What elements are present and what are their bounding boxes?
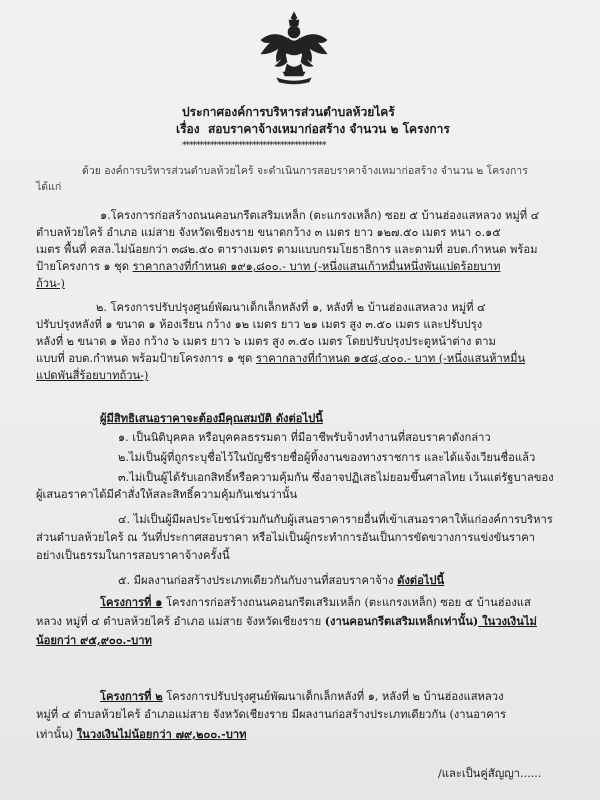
work2-line-1 xyxy=(100,688,600,705)
project1-line-2: ตำบลห้วยไคร้ อำเภอ แม่สาย จังหวัดเชียงราย ขนาดกว้าง ๓ เมตร ยาว ๑๒๗.๕๐ เมตร หนา ๐.๑๕ xyxy=(36,226,501,239)
notice-title: ประกาศองค์การบริหารส่วนตำบลห้วยไคร้ xyxy=(182,105,395,119)
subject-label: เรื่อง xyxy=(176,122,200,136)
project1-line-1: ๑.โครงการก่อสร้างถนนคอนกรีตเสริมเหล็ก (ตะแกรงเหล็ก) ซอย ๕ บ้านฮ่องแสหลวง หมู่ที่ ๔ xyxy=(100,209,540,222)
project2-price: ราคากลางที่กำหนด ๑๕๘,๔๐๐.- บาท (-หนึ่งแสนห้าหมื่น xyxy=(255,352,526,365)
qualification-5 xyxy=(118,572,600,589)
subject-text: สอบราคาจ้างเหมาก่อสร้าง จำนวน ๒ โครงการ xyxy=(207,122,450,136)
work2-line-2: หมู่ที่ ๔ ตำบลห้วยไคร้ อำเภอแม่สาย จังหวัดเชียงราย มีผลงานก่อสร้างประเภทเดียวกัน (งานอาคาร xyxy=(36,708,506,721)
project1-price: ราคากลางที่กำหนด ๑๙๑,๘๐๐.- บาท (-หนึ่งแสนเก้าหมื่นหนึ่งพันแปดร้อยบาท xyxy=(132,260,501,273)
qualification-3-line-2: ผู้เสนอราคาได้มีคำสั่งให้สละสิทธิ์ความคุ้มกันเช่นว่านั้น xyxy=(36,488,298,501)
qualification-5-emphasis: ดังต่อไปนี้ xyxy=(397,573,445,587)
garuda-emblem-icon xyxy=(255,8,333,88)
project2-line-2: ปรับปรุงหลังที่ ๑ ขนาด ๑ ห้องเรียน กว้าง ๑๒ เมตร ยาว ๒๑ เมตร สูง ๓.๕๐ เมตร และปรับปรุง xyxy=(36,318,483,331)
project2-line-4 xyxy=(36,351,600,367)
work1-line-2 xyxy=(36,613,600,630)
qualification-4-line-1: ๔. ไม่เป็นผู้มีผลประโยชน์ร่วมกันกับผู้เสนอราคารายอื่นที่เข้าเสนอราคาให้แก่องค์การบริหาร xyxy=(118,513,553,526)
work1-label: โครงการที่ ๑ xyxy=(100,595,163,609)
work1-line-1 xyxy=(100,594,600,611)
qualification-4-line-2: ส่วนตำบลห้วยไคร้ ณ วันที่ประกาศสอบราคา หรือไม่เป็นผู้กระทำการอันเป็นการขัดขวางการแข่งขันราคา xyxy=(36,531,536,544)
project1-line-4 xyxy=(36,259,600,275)
work1-location: หลวง หมู่ที่ ๔ ตำบลห้วยไคร้ อำเภอ แม่สาย จังหวัดเชียงราย xyxy=(36,615,325,628)
work1-scope: (งานคอนกรีตเสริมเหล็กเท่านั้น) xyxy=(324,614,479,628)
project2-line-1: ๒. โครงการปรับปรุงศูนย์พัฒนาเด็กเล็กหลังที่ ๑, หลังที่ ๒ บ้านฮ่องแสหลวง หมู่ที่ ๔ xyxy=(96,301,486,314)
work1-budget: น้อยกว่า ๙๕,๙๐๐.-บาท xyxy=(36,633,152,647)
project1-sign: ป้ายโครงการ ๑ ชุด xyxy=(36,260,133,273)
qualifications-heading: ผู้มีสิทธิเสนอราคาจะต้องมีคุณสมบัติ ดังต่อไปนี้ xyxy=(100,411,323,425)
work2-label: โครงการที่ ๒ xyxy=(100,689,163,703)
project1-line-3: เมตร พื้นที่ คสล.ไม่น้อยกว่า ๓๘๒.๕๐ ตารางเมตร ตามแบบกรมโยธาธิการ และตามที่ อบต.กำหนด พร้อม xyxy=(36,243,538,256)
work1-budget-start: ในวงเงินไม่ xyxy=(478,614,537,628)
intro-line-1: ด้วย องค์การบริหารส่วนตำบลห้วยไคร้ จะดำเนินการสอบราคาจ้างเหมาก่อสร้าง จำนวน ๒ โครงการ xyxy=(82,165,528,177)
title-divider: ***************************************** xyxy=(182,141,326,151)
continuation-note: /และเป็นคู่สัญญา...... xyxy=(438,767,542,780)
project2-line-3: หลังที่ ๒ ขนาด ๑ ห้อง กว้าง ๖ เมตร ยาว ๖ เมตร สูง ๓.๕๐ เมตร โดยปรับปรุงประตูหน้าต่าง ตาม xyxy=(36,335,496,348)
notice-subject xyxy=(176,121,600,137)
work2-scope: เท่านั้น) xyxy=(36,728,77,741)
qualification-5-text: ๕. มีผลงานก่อสร้างประเภทเดียวกันกับงานที่สอบราคาจ้าง xyxy=(118,574,398,587)
work2-budget: ในวงเงินไม่น้อยกว่า ๗๙,๒๐๐.-บาท xyxy=(76,727,247,741)
work2-desc: โครงการปรับปรุงศูนย์พัฒนาเด็กเล็กหลังที่ ๑, หลังที่ ๒ บ้านฮ่องแสหลวง xyxy=(162,690,504,703)
work1-desc: โครงการก่อสร้างถนนคอนกรีตเสริมเหล็ก (ตะแกรงเหล็ก) ซอย ๕ บ้านฮ่องแส xyxy=(162,596,531,609)
project2-sign: แบบที่ อบต.กำหนด พร้อมป้ายโครงการ ๑ ชุด xyxy=(36,352,256,365)
qualification-2: ๒.ไม่เป็นผู้ที่ถูกระบุชื่อไว้ในบัญชีรายชื่อผู้ทิ้งงานของทางราชการ และได้แจ้งเวียนชื่อแล้ว xyxy=(118,451,536,464)
project2-line-5: แปดพันสี่ร้อยบาทถ้วน-) xyxy=(36,369,149,382)
qualification-3-line-1: ๓.ไม่เป็นผู้ได้รับเอกสิทธิ์หรือความคุ้มกัน ซึ่งอาจปฏิเสธไม่ยอมขึ้นศาลไทย เว้นแต่รัฐบาลของ xyxy=(118,471,554,484)
qualification-4-line-3: อย่างเป็นธรรมในการสอบราคาจ้างครั้งนี้ xyxy=(36,549,230,562)
project1-line-5: ถ้วน-) xyxy=(36,277,65,290)
qualification-1: ๑. เป็นนิติบุคคล หรือบุคคลธรรมดา ที่มีอาชีพรับจ้างทำงานที่สอบราคาดังกล่าว xyxy=(118,431,491,444)
work2-line-3 xyxy=(36,726,600,743)
intro-line-2: ได้แก่ xyxy=(36,181,62,193)
